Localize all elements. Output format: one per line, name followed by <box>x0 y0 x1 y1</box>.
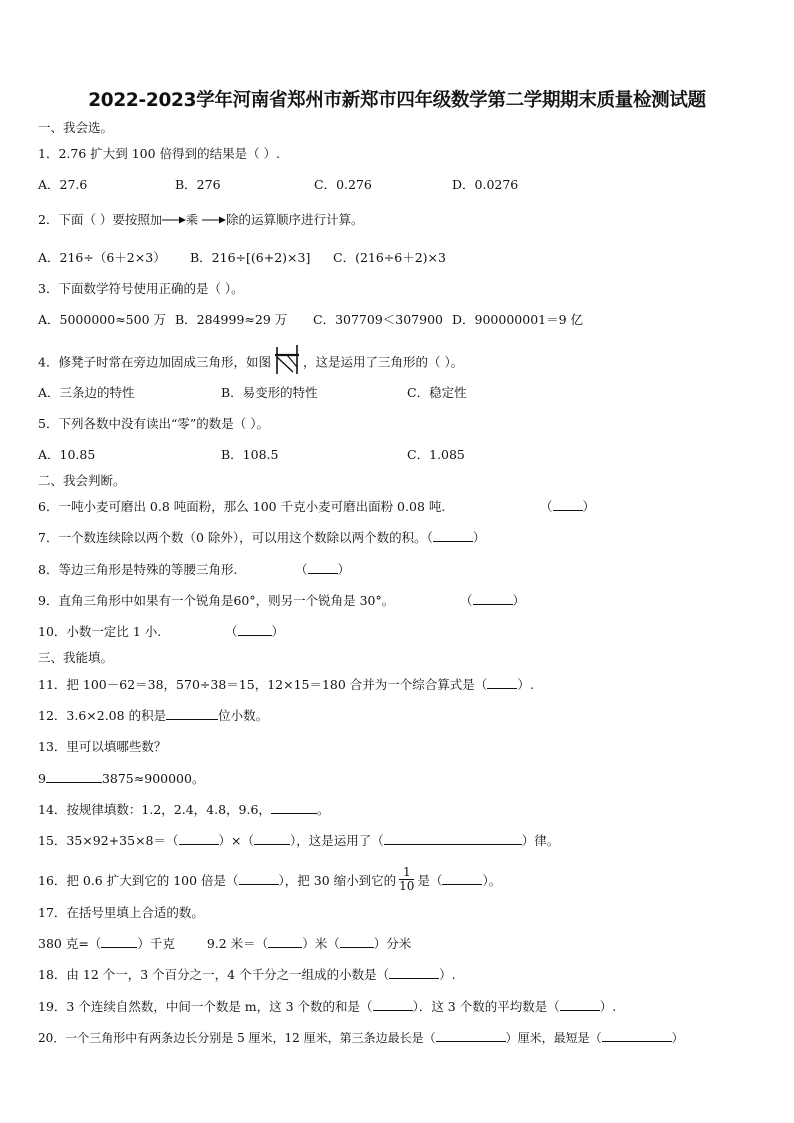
answer-blank[interactable] <box>268 936 302 948</box>
answer-blank[interactable] <box>487 677 517 689</box>
q5-option-a: A．10.85 <box>38 447 96 462</box>
answer-blank[interactable] <box>442 873 482 885</box>
question-17: 17．在括号里填上合适的数。 <box>38 905 204 920</box>
answer-blank[interactable] <box>271 802 317 814</box>
q3-option-b: B．284999≈29 万 <box>175 312 288 327</box>
question-2 <box>38 212 363 229</box>
arrow-right-icon <box>202 216 226 224</box>
q8-answer-paren: （ ） <box>295 562 351 577</box>
arrow-right-icon <box>162 216 186 224</box>
question-1: 1．2.76 扩大到 100 倍得到的结果是（ ）. <box>38 146 281 161</box>
q4-suffix: ，这是运用了三角形的（ ）。 <box>302 354 464 370</box>
q1-option-b: B．276 <box>175 177 221 192</box>
question-20: 20．一个三角形中有两条边长分别是 5 厘米，12 厘米，第三条边最长是（ ）厘米，最短是（ ） <box>38 1031 684 1045</box>
q2-option-a: A．216÷（6＋2×3） <box>38 250 166 265</box>
q5-option-c: C．1.085 <box>407 447 465 462</box>
answer-blank[interactable] <box>308 562 338 574</box>
q2-prefix: 2．下面（ ）要按照 <box>38 212 150 227</box>
q9-answer-paren: （ ） <box>460 593 526 608</box>
q3-option-c: C．307709＜307900 <box>313 312 443 327</box>
answer-blank[interactable] <box>560 999 600 1011</box>
question-9: 9．直角三角形中如果有一个锐角是60°，则另一个锐角是 30°。 <box>38 593 395 608</box>
question-15: 15．35×92+35×8＝（ ）×（ ），这是运用了（ ）律。 <box>38 833 560 848</box>
fraction-one-tenth: $\frac{1}{10}$ <box>399 865 415 893</box>
question-6: 6．一吨小麦可磨出 0.8 吨面粉，那么 100 千克小麦可磨出面粉 0.08 吨. <box>38 499 446 514</box>
q2-word-add: 加 <box>149 212 162 227</box>
q2-option-b: B．216÷[(6+2)×3] <box>190 250 311 265</box>
q6-answer-paren: （ ） <box>540 499 596 514</box>
answer-blank[interactable] <box>340 936 374 948</box>
q1-option-c: C．0.276 <box>314 177 372 192</box>
answer-blank[interactable] <box>436 1030 506 1042</box>
question-13-line: 9 3875≈900000。 <box>38 771 205 786</box>
q1-option-d: D．0.0276 <box>452 177 519 192</box>
question-12: 12．3.6×2.08 的积是 位小数。 <box>38 708 269 723</box>
answer-blank[interactable] <box>602 1030 672 1042</box>
answer-blank[interactable] <box>389 967 439 979</box>
answer-blank[interactable] <box>254 833 290 845</box>
question-10: 10．小数一定比 1 小. <box>38 624 162 639</box>
question-18: 18．由 12 个一，3 个百分之一，4 个千分之一组成的小数是（ ）. <box>38 967 456 982</box>
q4-option-a: A．三条边的特性 <box>38 385 135 400</box>
page-title: 2022-2023学年河南省郑州市新郑市四年级数学第二学期期末质量检测试题 <box>88 90 706 111</box>
q2-suffix: 除的运算顺序进行计算。 <box>225 212 364 227</box>
q10-answer-paren: （ ） <box>225 624 285 639</box>
q1-option-a: A．27.6 <box>38 177 88 192</box>
q5-option-b: B．108.5 <box>221 447 279 462</box>
question-7: 7．一个数连续除以两个数（0 除外），可以用这个数除以两个数的积。（ ） <box>38 530 486 545</box>
question-17-line: 380 克=（ ）千克 9.2 米＝（ ）米（ ）分米 <box>38 936 412 951</box>
answer-blank[interactable] <box>373 999 413 1011</box>
q2-flow-diagram <box>150 212 226 228</box>
answer-blank[interactable] <box>179 833 219 845</box>
question-19: 19．3 个连续自然数，中间一个数是 m，这 3 个数的和是（ ）．这 3 个数的平均数是（ ）. <box>38 999 617 1014</box>
q4-prefix: 4．修凳子时常在旁边加固成三角形，如图 <box>38 354 271 370</box>
answer-blank[interactable] <box>46 771 102 783</box>
answer-blank[interactable] <box>553 499 583 511</box>
answer-blank[interactable] <box>101 936 137 948</box>
answer-blank[interactable] <box>384 833 522 845</box>
answer-blank[interactable] <box>239 873 279 885</box>
q2-option-c: C．(216÷6＋2)×3 <box>333 250 446 265</box>
question-14: 14．按规律填数：1.2，2.4，4.8，9.6， 。 <box>38 802 330 817</box>
q4-option-c: C．稳定性 <box>407 385 467 400</box>
section-heading-3: 三、我能填。 <box>38 650 114 665</box>
question-8: 8．等边三角形是特殊的等腰三角形. <box>38 562 238 577</box>
q4-option-b: B．易变形的特性 <box>221 385 318 400</box>
question-11: 11．把 100－62＝38，570÷38＝15，12×15＝180 合并为一个综合算式是（ ）. <box>38 677 534 692</box>
reinforced-stool-figure <box>273 345 301 375</box>
q3-option-d: D．900000001＝9 亿 <box>452 312 584 327</box>
q2-word-mul: 乘 <box>185 212 198 227</box>
question-4 <box>38 348 463 378</box>
question-3: 3．下面数学符号使用正确的是（ ）。 <box>38 281 244 296</box>
question-5: 5．下列各数中没有读出“零”的数是（ ）。 <box>38 416 269 431</box>
q3-option-a: A．5000000≈500 万 <box>38 312 167 327</box>
answer-blank[interactable] <box>473 593 513 605</box>
answer-blank[interactable] <box>238 624 272 636</box>
answer-blank[interactable] <box>166 708 218 720</box>
answer-blank[interactable] <box>433 530 473 542</box>
question-16: 16．把 0.6 扩大到它的 100 倍是（ ），把 30 缩小到它的 $\frac{1}{10}$ 是（ ）。 <box>38 865 502 893</box>
section-heading-2: 二、我会判断。 <box>38 473 126 488</box>
question-13: 13．里可以填哪些数？ <box>38 739 167 754</box>
section-heading-1: 一、我会选。 <box>38 120 114 135</box>
